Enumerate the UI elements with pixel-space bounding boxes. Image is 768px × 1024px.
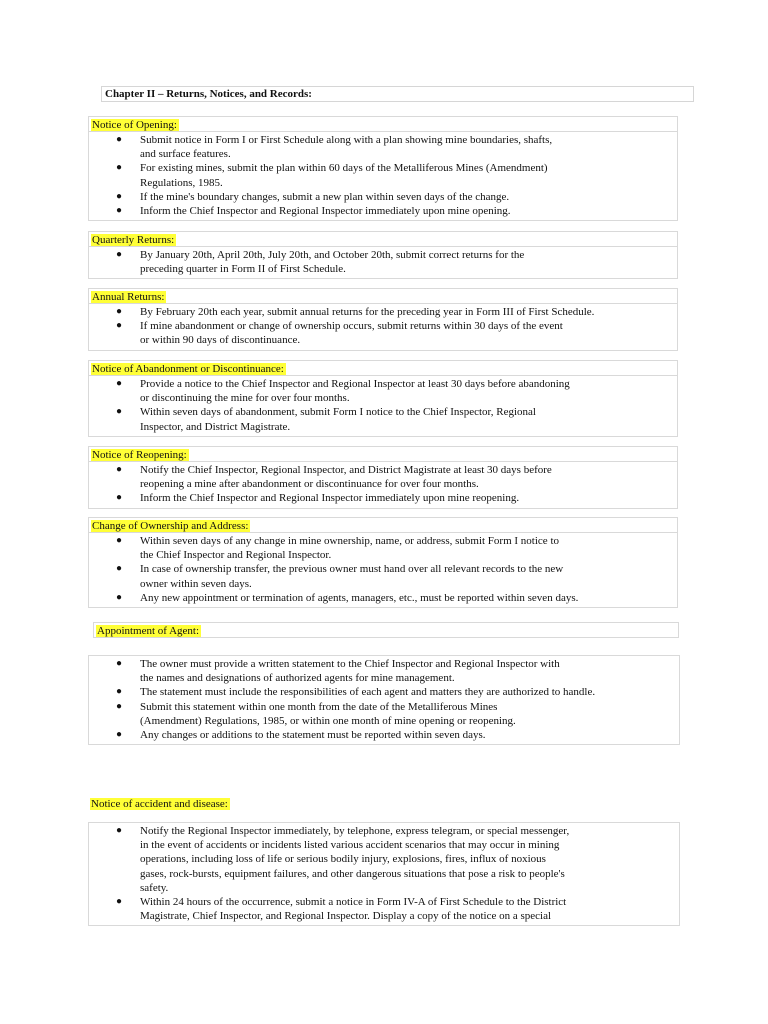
bullet-icon: ●: [116, 406, 123, 418]
bullet-list: [89, 463, 677, 506]
bullet-icon: ●: [116, 591, 123, 603]
bullet-icon: ●: [116, 686, 123, 698]
bullet-icon: ●: [116, 896, 123, 908]
bullet-icon: ●: [116, 700, 123, 712]
accident-heading-box: [90, 796, 230, 810]
list-item: ● If mine abandonment or change of ownership occurs, submit returns within 30 days of the event or within 90 days of discontinuance.: [116, 320, 563, 347]
bullet-icon: ●: [116, 320, 123, 332]
bullet-list: [89, 534, 677, 605]
section-quarterly-returns: [88, 231, 678, 279]
bullet-list: [89, 657, 679, 742]
list-item: ● Notify the Chief Inspector, Regional Inspector, and District Magistrate at least 30 days before reopening a mine after abandonment or discontinuance for over four months.: [116, 464, 552, 491]
list-item: ● The owner must provide a written statement to the Chief Inspector and Regional Inspector with the names and designations of authorized agents for mine management.: [116, 658, 560, 685]
bullet-list: [89, 824, 679, 923]
section-notice-of-opening: [88, 116, 678, 221]
agent-heading-box: [93, 622, 679, 638]
list-item: ● The statement must include the responsibilities of each agent and matters they are authorized to handle.: [116, 686, 596, 699]
section-heading: Notice of Abandonment or Discontinuance:: [92, 363, 284, 375]
section-notice-of-abandonment: [88, 360, 678, 437]
section-notice-of-accident: [88, 822, 680, 926]
list-item: ● Any new appointment or termination of agents, managers, etc., must be reported within seven days.: [116, 591, 579, 604]
list-item: ● Within 24 hours of the occurrence, submit a notice in Form IV-A of First Schedule to the District Magistrate, Chief Inspector, and Regional Inspector. Display a copy of the notice on a special: [116, 896, 567, 923]
bullet-icon: ●: [116, 658, 123, 669]
bullet-icon: ●: [116, 190, 123, 202]
section-notice-of-reopening: [88, 446, 678, 509]
section-heading: Change of Ownership and Address:: [92, 520, 249, 532]
bullet-icon: ●: [116, 563, 123, 575]
list-item: ● Provide a notice to the Chief Inspector and Regional Inspector at least 30 days before abandoning or discontinuing the mine for over four months.: [116, 378, 570, 405]
section-heading: Notice of Reopening:: [92, 449, 187, 461]
bullet-icon: ●: [116, 162, 123, 174]
list-item: ● If the mine's boundary changes, submit a new plan within seven days of the change.: [116, 190, 510, 203]
bullet-list: [89, 133, 677, 218]
bullet-icon: ●: [116, 729, 123, 741]
list-item: ● Submit notice in Form I or First Schedule along with a plan showing mine boundaries, shafts, and surface features.: [116, 134, 553, 161]
bullet-list: [89, 248, 677, 276]
chapter-title: Chapter II – Returns, Notices, and Records:: [101, 86, 694, 102]
bullet-icon: ●: [116, 464, 123, 475]
list-item: ● In case of ownership transfer, the previous owner must hand over all relevant records to the new owner within seven days.: [116, 563, 564, 590]
section-heading: Notice of Opening:: [92, 119, 177, 131]
section-annual-returns: [88, 288, 678, 351]
list-item: ● By January 20th, April 20th, July 20th, and October 20th, submit correct returns for the preceding quarter in Form II of First Schedule.: [116, 249, 525, 276]
bullet-icon: ●: [116, 825, 123, 836]
section-change-of-ownership: [88, 517, 678, 608]
list-item: ● Notify the Regional Inspector immediately, by telephone, express telegram, or special messenger, in the event of accidents or incidents listed various accident scenarios that may occur in mining operations, including loss of life or serious bodily injury, explosions, fires, influx of noxious gases, rock-bursts, equipment failures, and other dangerous situations that pose a risk to people's safety.: [116, 825, 570, 894]
bullet-icon: ●: [116, 535, 123, 546]
bullet-icon: ●: [116, 378, 123, 389]
list-item: ● Within seven days of abandonment, submit Form I notice to the Chief Inspector, Regional Inspector, and District Magistrate.: [116, 406, 536, 433]
bullet-icon: ●: [116, 492, 123, 504]
bullet-icon: ●: [116, 205, 123, 217]
bullet-list: [89, 377, 677, 434]
bullet-icon: ●: [116, 249, 123, 260]
bullet-list: [89, 305, 677, 348]
list-item: ● Within seven days of any change in mine ownership, name, or address, submit Form I notice to the Chief Inspector and Regional Inspector.: [116, 535, 559, 562]
section-heading: Annual Returns:: [92, 291, 165, 303]
bullet-icon: ●: [116, 134, 123, 145]
section-appointment-of-agent: [88, 655, 680, 745]
list-item: ● Inform the Chief Inspector and Regional Inspector immediately upon mine reopening.: [116, 492, 520, 505]
section-heading: Notice of accident and disease:: [91, 798, 228, 810]
section-heading: Quarterly Returns:: [92, 234, 175, 246]
list-item: ● Any changes or additions to the statement must be reported within seven days.: [116, 729, 486, 742]
bullet-icon: ●: [116, 306, 123, 317]
section-heading: Appointment of Agent:: [97, 625, 200, 637]
list-item: ● By February 20th each year, submit annual returns for the preceding year in Form III of First Schedule.: [116, 306, 595, 318]
list-item: ● Inform the Chief Inspector and Regional Inspector immediately upon mine opening.: [116, 205, 511, 218]
list-item: ● Submit this statement within one month from the date of the Metalliferous Mines (Amendment) Regulations, 1985, or within one month of mine opening or reopening.: [116, 700, 516, 727]
list-item: ● For existing mines, submit the plan within 60 days of the Metalliferous Mines (Amendment) Regulations, 1985.: [116, 162, 548, 189]
